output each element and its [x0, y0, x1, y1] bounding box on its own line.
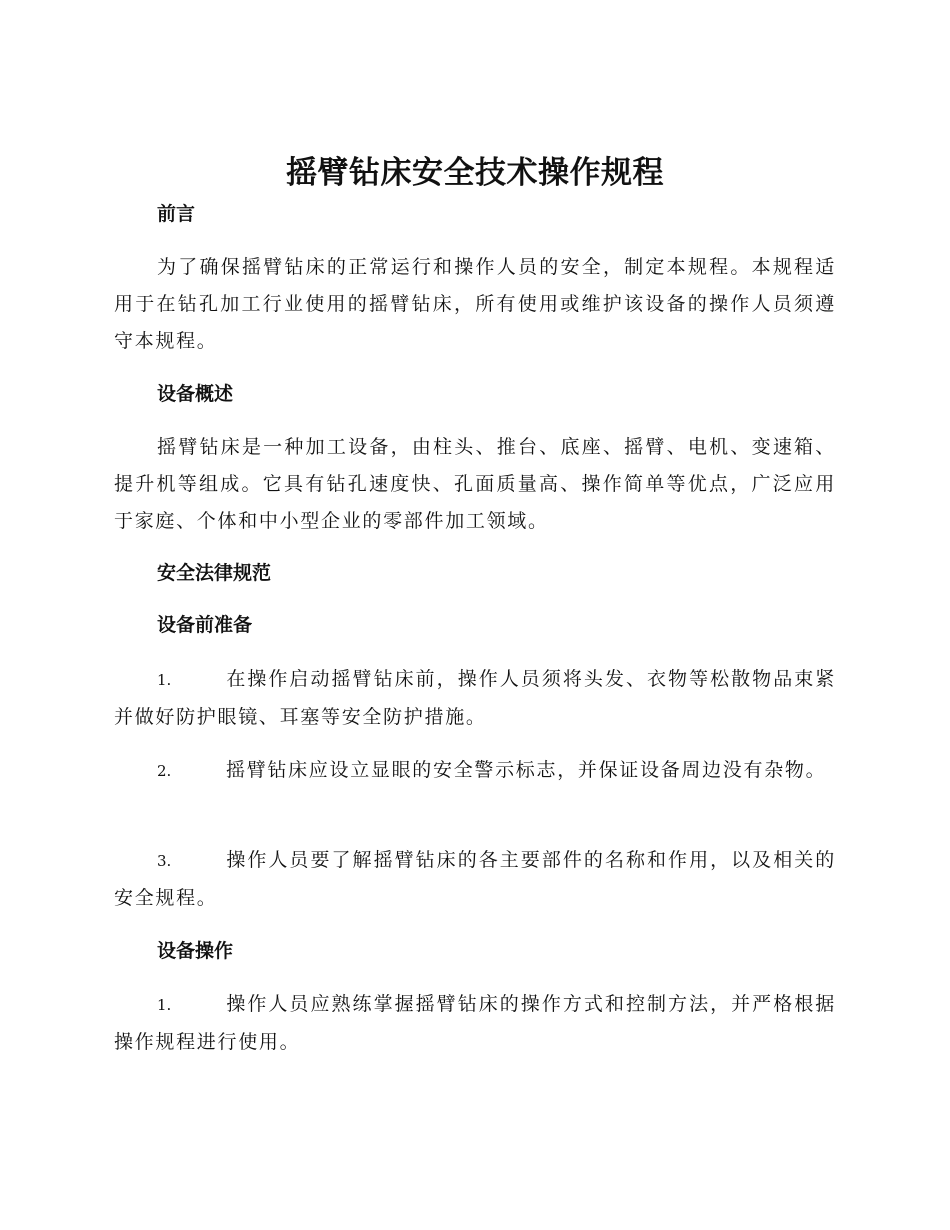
list-item-number: 1.: [157, 671, 172, 689]
paragraph-preface: 为了确保摇臂钻床的正常运行和操作人员的安全，制定本规程。本规程适用于在钻孔加工行业使用的摇臂钻床，所有使用或维护该设备的操作人员须遵守本规程。: [114, 256, 836, 352]
list-item-preparation-3: [114, 842, 836, 917]
list-item-number: 3.: [157, 852, 172, 870]
list-item-preparation-1: [114, 661, 836, 736]
list-item-preparation-2: [114, 752, 836, 790]
paragraph-overview: 摇臂钻床是一种加工设备，由柱头、推台、底座、摇臂、电机、变速箱、提升机等组成。它具有钻孔速度快、孔面质量高、操作简单等优点，广泛应用于家庭、个体和中小型企业的零部件加工领域。: [114, 436, 836, 532]
list-item-operation-1: [114, 986, 836, 1061]
section-heading-operation: 设备操作: [157, 940, 234, 962]
list-item-text: 在操作启动摇臂钻床前，操作人员须将头发、衣物等松散物品束紧并做好防护眼镜、耳塞等安全防护措施。: [114, 668, 836, 728]
section-heading-preparation: 设备前准备: [157, 614, 253, 636]
list-item-number: 1.: [157, 996, 172, 1014]
section-heading-preface: 前言: [157, 203, 196, 225]
list-item-text: 摇臂钻床应设立显眼的安全警示标志，并保证设备周边没有杂物。: [226, 759, 827, 781]
section-heading-overview: 设备概述: [157, 383, 234, 405]
document-title: 摇臂钻床安全技术操作规程: [286, 155, 664, 191]
list-item-text: 操作人员要了解摇臂钻床的各主要部件的名称和作用，以及相关的安全规程。: [114, 849, 836, 909]
section-heading-safety-law: 安全法律规范: [157, 562, 272, 584]
list-item-number: 2.: [157, 762, 172, 780]
list-item-text: 操作人员应熟练掌握摇臂钻床的操作方式和控制方法，并严格根据操作规程进行使用。: [114, 993, 836, 1053]
